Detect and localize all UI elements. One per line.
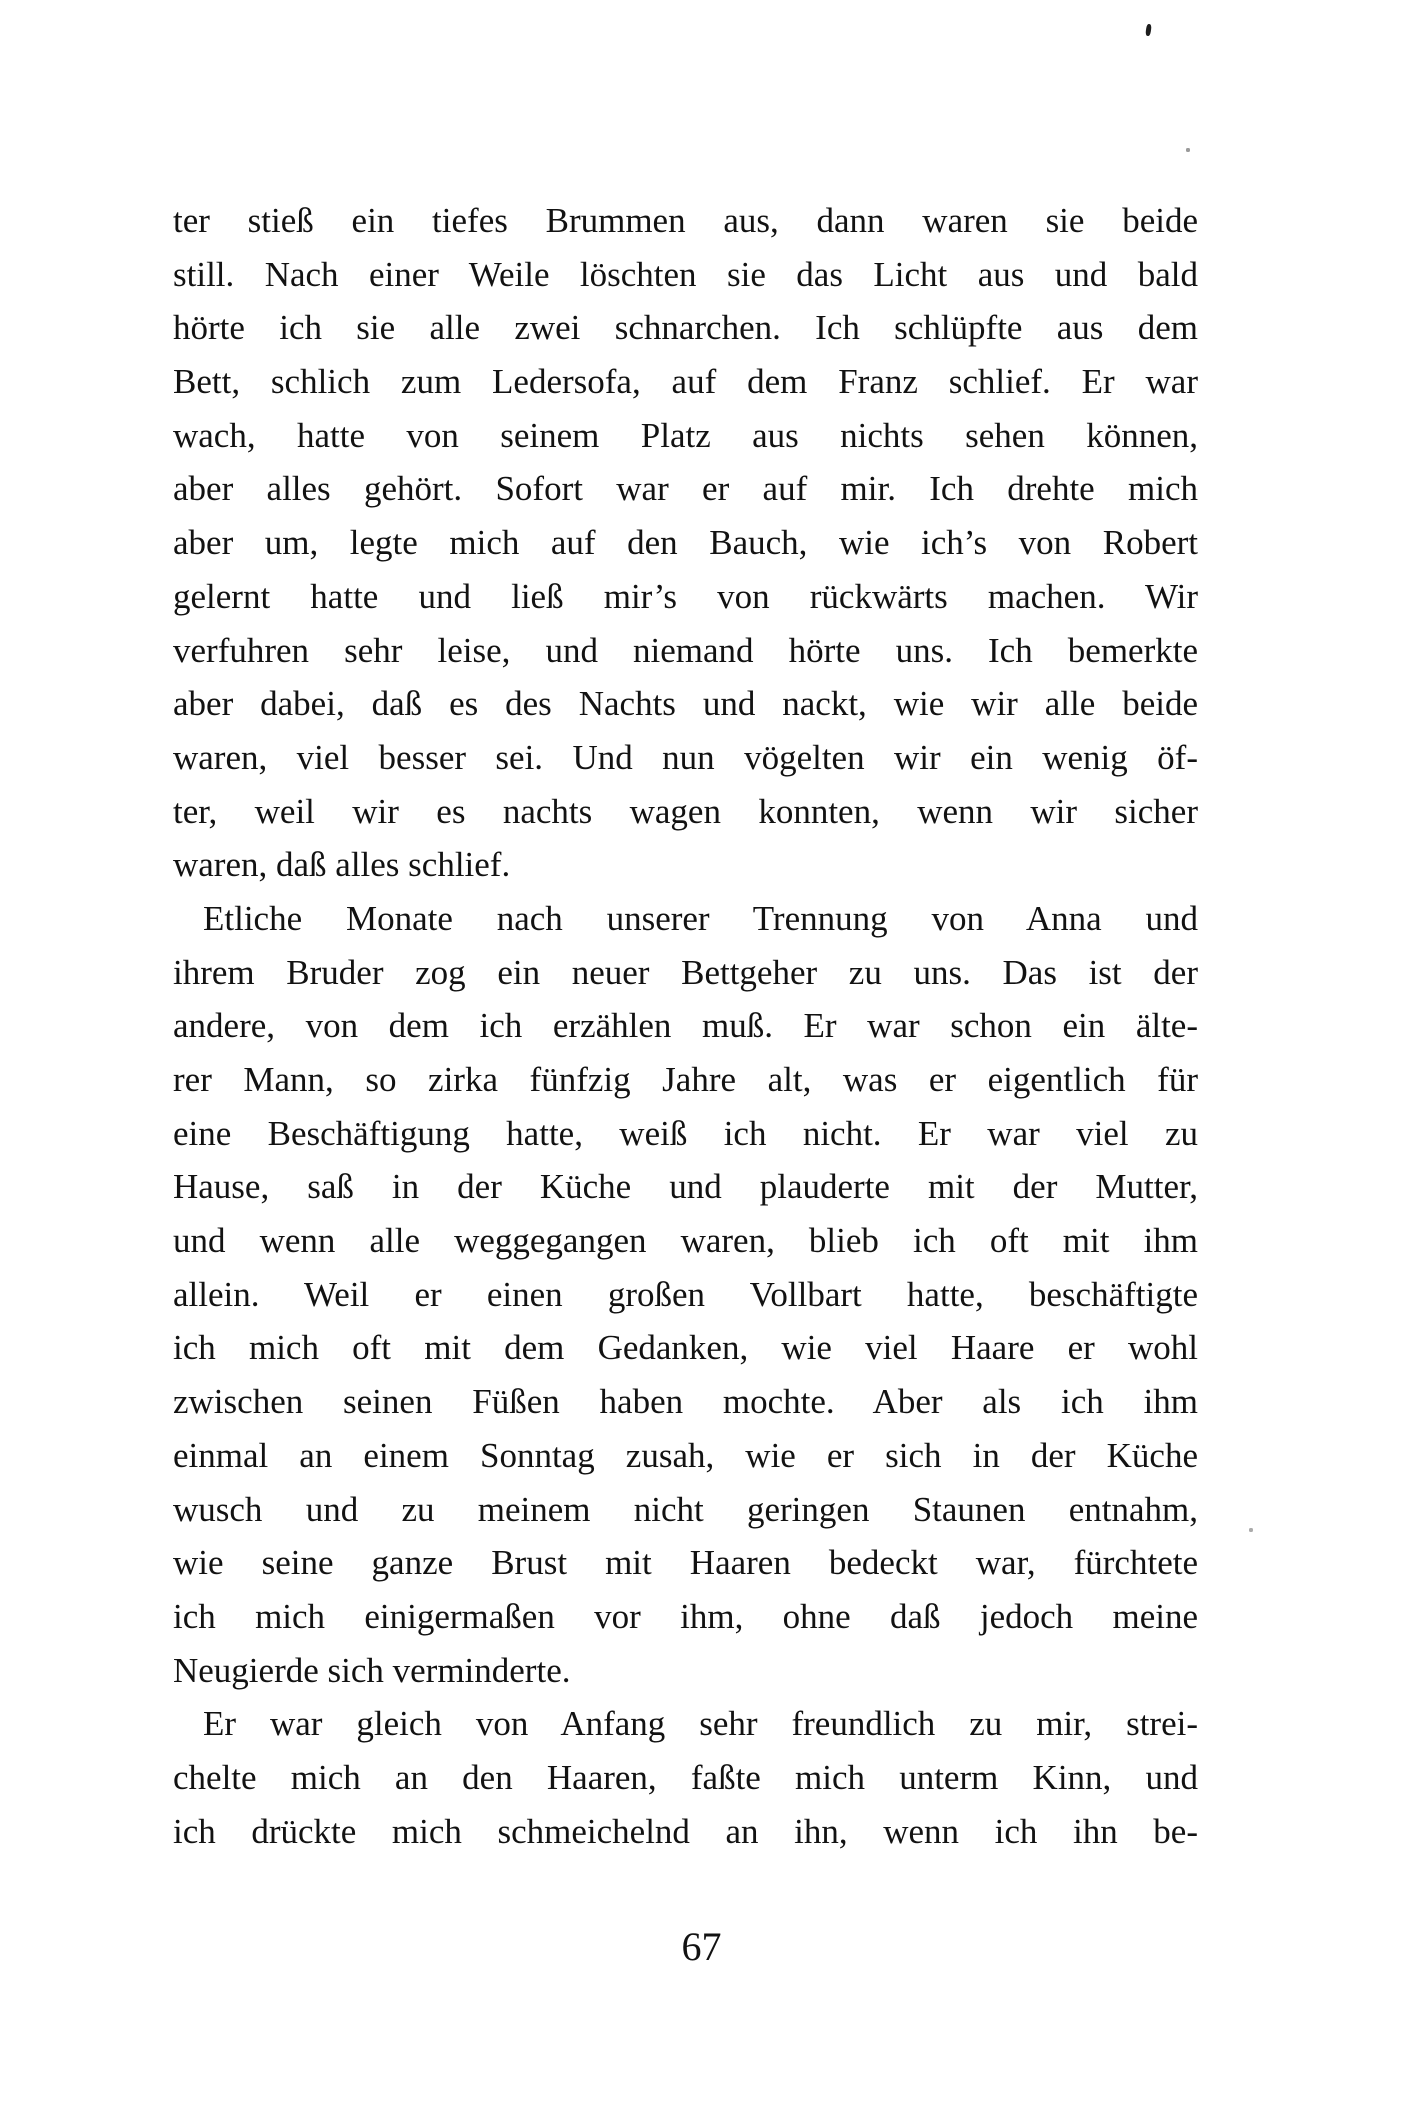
text-line: chelte mich an den Haaren, faßte mich unterm Kinn, und: [173, 1757, 1198, 1797]
text-line: wie seine ganze Brust mit Haaren bedeckt war, fürchtete: [173, 1543, 1198, 1583]
paragraph: [173, 892, 1198, 1697]
text-line: Hause, saß in der Küche und plauderte mit der Mutter,: [173, 1167, 1198, 1207]
text-line: ich mich oft mit dem Gedanken, wie viel Haare er wohl: [173, 1328, 1198, 1368]
text-line: zwischen seinen Füßen haben mochte. Aber als ich ihm: [173, 1382, 1198, 1422]
text-line: Bett, schlich zum Ledersofa, auf dem Franz schlief. Er war: [173, 362, 1198, 402]
text-line: ich mich einigermaßen vor ihm, ohne daß jedoch meine: [173, 1596, 1198, 1636]
text-line: ter, weil wir es nachts wagen konnten, wenn wir sicher: [173, 791, 1198, 831]
text-line: Neugierde sich verminderte.: [173, 1650, 571, 1690]
text-line: wusch und zu meinem nicht geringen Staunen entnahm,: [173, 1489, 1198, 1529]
text-line: hörte ich sie alle zwei schnarchen. Ich schlüpfte aus dem: [173, 308, 1198, 348]
text-line: ter stieß ein tiefes Brummen aus, dann waren sie beide: [173, 201, 1198, 240]
text-line: wach, hatte von seinem Platz aus nichts sehen können,: [173, 415, 1198, 455]
text-line: verfuhren sehr leise, und niemand hörte uns. Ich bemerkte: [173, 630, 1198, 670]
text-line: aber alles gehört. Sofort war er auf mir. Ich drehte mich: [173, 469, 1198, 509]
paragraph: [173, 194, 1198, 892]
text-line: andere, von dem ich erzählen muß. Er war schon ein älte-: [173, 1006, 1198, 1046]
text-line: Er war gleich von Anfang sehr freundlich zu mir, strei-: [203, 1704, 1198, 1744]
text-line: gelernt hatte und ließ mir’s von rückwärts machen. Wir: [173, 576, 1198, 616]
text-line: aber dabei, daß es des Nachts und nackt, wie wir alle beide: [173, 684, 1198, 724]
text-line: einmal an einem Sonntag zusah, wie er sich in der Küche: [173, 1435, 1198, 1475]
text-line: rer Mann, so zirka fünfzig Jahre alt, was er eigentlich für: [173, 1060, 1198, 1099]
text-line: still. Nach einer Weile löschten sie das Licht aus und bald: [173, 254, 1198, 294]
paragraph: [173, 1697, 1198, 1858]
text-line: Etliche Monate nach unserer Trennung von Anna und: [203, 898, 1198, 938]
text-line: ihrem Bruder zog ein neuer Bettgeher zu uns. Das ist der: [173, 952, 1198, 992]
text-line: waren, daß alles schlief.: [173, 845, 511, 885]
text-line: allein. Weil er einen großen Vollbart hatte, beschäftigte: [173, 1274, 1198, 1314]
text-line: waren, viel besser sei. Und nun vögelten wir ein wenig öf-: [173, 737, 1198, 777]
scan-speck: [1249, 1528, 1253, 1532]
body-text: [173, 194, 1198, 1858]
text-line: eine Beschäftigung hatte, weiß ich nicht. Er war viel zu: [173, 1113, 1198, 1153]
page-number: 67: [681, 1924, 722, 1969]
text-line: ich drückte mich schmeichelnd an ihn, wenn ich ihn be-: [173, 1811, 1198, 1851]
text-line: aber um, legte mich auf den Bauch, wie ich’s von Robert: [173, 523, 1198, 563]
scan-speck: [1145, 24, 1152, 37]
scan-speck: [1186, 148, 1190, 152]
text-line: und wenn alle weggegangen waren, blieb ich oft mit ihm: [173, 1221, 1198, 1261]
